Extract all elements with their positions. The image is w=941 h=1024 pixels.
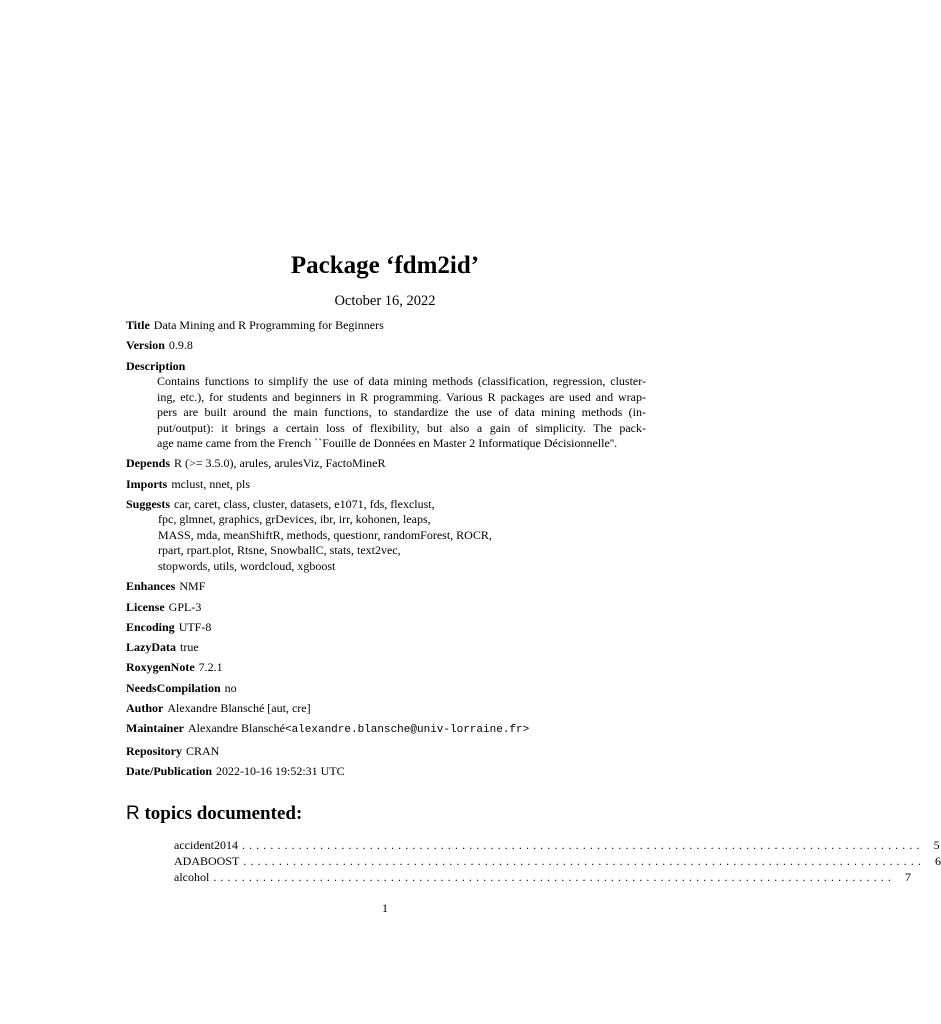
toc-entry[interactable] <box>174 837 940 853</box>
toc-entry-page[interactable]: 7 <box>904 870 911 884</box>
field-maintainer <box>126 721 646 739</box>
toc-list <box>174 837 941 885</box>
description-line: Contains functions to simplify the use of data mining methods (classification, regression, cluster- <box>157 374 646 389</box>
field-suggests <box>126 497 646 575</box>
field-depends <box>126 456 646 472</box>
description-text <box>126 374 646 452</box>
toc-entry-page[interactable]: 6 <box>934 854 941 868</box>
toc-entry-name[interactable]: alcohol <box>174 870 210 884</box>
field-description <box>126 359 646 452</box>
page-number: 1 <box>382 901 388 915</box>
description-line: ing, etc.), for students and beginners in R programming. Various R packages are used and wrap- <box>157 389 646 404</box>
field-value: mclust, nnet, pls <box>171 476 251 491</box>
maintainer-email-link[interactable]: <alexandre.blansche@univ-lorraine.fr> <box>284 724 530 737</box>
description-line: age name came from the French ``Fouille de Données en Master 2 Informatique Décisionnelle''. <box>157 436 618 451</box>
field-label: Suggests <box>126 496 171 511</box>
toc-leader-dots: ................................................................................................ <box>241 838 924 852</box>
field-label: Date/Publication <box>126 763 212 778</box>
maintainer-name: Alexandre Blansché <box>188 721 285 736</box>
suggests-first-line <box>126 497 646 513</box>
toc-entry-name[interactable]: accident2014 <box>174 838 238 852</box>
field-value: R (>= 3.5.0), arules, arulesViz, FactoMineR <box>174 456 386 471</box>
field-label: Imports <box>126 476 168 491</box>
description-line: put/output): it brings a certain loss of flexibility, but also a gain of simplicity. The pack- <box>157 420 646 435</box>
field-label: Repository <box>126 743 182 758</box>
field-value: NMF <box>179 579 206 594</box>
suggests-line: MASS, mda, meanShiftR, methods, questionr, randomForest, ROCR, <box>158 527 492 542</box>
field-label: Maintainer <box>126 721 184 736</box>
field-value: 0.9.8 <box>168 338 193 353</box>
field-label: Encoding <box>126 619 175 634</box>
field-value: no <box>224 680 237 695</box>
field-label: Version <box>126 338 165 353</box>
field-label: Enhances <box>126 579 176 594</box>
field-label: Title <box>126 318 150 332</box>
toc-leader-dots: ................................................................................................ <box>243 854 925 868</box>
field-label: RoxygenNote <box>126 660 195 675</box>
toc-heading-r: R <box>126 803 140 824</box>
field-value: 7.2.1 <box>198 660 223 675</box>
toc-entry-name[interactable]: ADABOOST <box>174 854 240 868</box>
field-enhances <box>126 579 646 595</box>
toc-entry[interactable] <box>174 869 911 885</box>
field-value: UTF-8 <box>178 619 212 634</box>
toc-leader-dots: ................................................................................................ <box>213 870 895 884</box>
package-title: Package ‘fdm2id’ <box>290 252 480 279</box>
field-value: Data Mining and R Programming for Beginners <box>153 318 384 332</box>
suggests-line: car, caret, class, cluster, datasets, e1071, fds, flexclust, <box>174 496 435 511</box>
toc-entry-page[interactable]: 5 <box>933 838 940 852</box>
toc-heading <box>126 803 302 825</box>
field-value: CRAN <box>186 743 220 758</box>
field-value: true <box>180 640 199 655</box>
field-license <box>126 600 646 616</box>
field-label: Description <box>126 358 186 373</box>
toc-entry[interactable] <box>174 853 941 869</box>
description-line: pers are built around the main functions, to standardize the use of data mining methods (in- <box>157 405 646 420</box>
field-label: NeedsCompilation <box>126 680 221 695</box>
field-lazydata <box>126 640 646 656</box>
field-author <box>126 701 646 717</box>
field-label: LazyData <box>126 640 176 655</box>
field-value: 2022-10-16 19:52:31 UTC <box>216 763 345 778</box>
field-value: Alexandre Blansché [aut, cre] <box>167 701 311 716</box>
field-imports <box>126 477 646 493</box>
suggests-line: rpart, rpart.plot, Rtsne, SnowballC, stats, text2vec, <box>158 543 401 558</box>
toc-heading-text: topics documented: <box>139 803 303 824</box>
package-date: October 16, 2022 <box>334 293 436 309</box>
suggests-line: fpc, glmnet, graphics, grDevices, ibr, irr, kohonen, leaps, <box>158 512 431 527</box>
field-label: Depends <box>126 456 171 471</box>
suggests-line: stopwords, utils, wordcloud, xgboost <box>158 558 336 573</box>
field-date-publication <box>126 764 646 780</box>
field-version <box>126 338 646 354</box>
field-label: Author <box>126 701 164 716</box>
field-needscompilation <box>126 681 646 697</box>
field-label: License <box>126 599 165 614</box>
field-repository <box>126 744 646 760</box>
field-roxygennote <box>126 660 646 676</box>
field-title <box>126 318 646 334</box>
field-encoding <box>126 620 646 636</box>
field-value: GPL-3 <box>168 599 202 614</box>
package-fields <box>126 318 646 784</box>
